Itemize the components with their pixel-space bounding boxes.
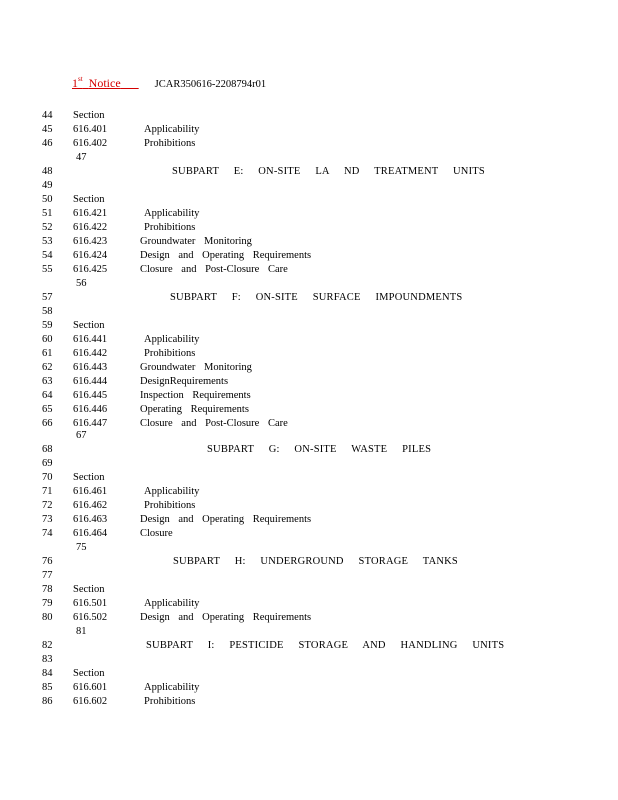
section-number: Section <box>73 194 105 205</box>
document-line <box>0 444 618 458</box>
line-number: 54 <box>42 250 53 261</box>
line-number: 77 <box>42 570 53 581</box>
line-number: 57 <box>42 292 53 303</box>
line-number: 58 <box>42 306 53 317</box>
line-number: 81 <box>76 626 87 637</box>
document-line <box>0 376 618 390</box>
line-number: 82 <box>42 640 53 651</box>
section-number: 616.442 <box>73 348 108 359</box>
line-number: 55 <box>42 264 53 275</box>
line-number: 72 <box>42 500 53 511</box>
section-title: Design and Operating Requirements <box>140 250 312 261</box>
section-number: Section <box>73 110 105 121</box>
document-line <box>0 180 618 194</box>
line-number: 50 <box>42 194 53 205</box>
document-line <box>0 124 618 138</box>
document-line <box>0 138 618 152</box>
line-number: 83 <box>42 654 53 665</box>
line-number: 44 <box>42 110 53 121</box>
document-line <box>0 264 618 278</box>
line-number: 66 <box>42 418 53 429</box>
line-number: 85 <box>42 682 53 693</box>
line-number: 75 <box>76 542 87 553</box>
line-number: 67 <box>76 430 87 441</box>
section-title: Prohibitions <box>144 138 196 149</box>
section-title: Closure and Post-Closure Care <box>140 264 288 275</box>
section-number: 616.501 <box>73 598 108 609</box>
document-line <box>0 682 618 696</box>
section-title: Design and Operating Requirements <box>140 514 312 525</box>
document-line <box>0 222 618 236</box>
section-title: DesignRequirements <box>140 376 229 387</box>
line-number: 76 <box>42 556 53 567</box>
line-number: 52 <box>42 222 53 233</box>
section-number: 616.602 <box>73 696 108 707</box>
subpart-heading: SUBPART I: PESTICIDE STORAGE AND HANDLING UNITS <box>146 640 505 651</box>
line-number: 84 <box>42 668 53 679</box>
line-number: 49 <box>42 180 53 191</box>
section-number: Section <box>73 584 105 595</box>
document-line <box>0 236 618 250</box>
section-number: 616.402 <box>73 138 108 149</box>
section-title: Applicability <box>144 682 200 693</box>
section-number: 616.401 <box>73 124 108 135</box>
section-number: 616.424 <box>73 250 108 261</box>
section-number: 616.502 <box>73 612 108 623</box>
section-title: Applicability <box>144 486 200 497</box>
document-line <box>0 570 618 584</box>
section-title: Design and Operating Requirements <box>140 612 312 623</box>
document-line <box>0 430 618 444</box>
document-line <box>0 278 618 292</box>
document-line <box>0 390 618 404</box>
line-number: 74 <box>42 528 53 539</box>
line-number: 47 <box>76 152 87 163</box>
document-line <box>0 654 618 668</box>
section-title: Groundwater Monitoring <box>140 362 252 373</box>
section-number: 616.464 <box>73 528 108 539</box>
document-line <box>0 152 618 166</box>
document-line <box>0 250 618 264</box>
subpart-heading: SUBPART G: ON-SITE WASTE PILES <box>207 444 432 455</box>
section-number: 616.443 <box>73 362 108 373</box>
section-number: 616.601 <box>73 682 108 693</box>
document-line <box>0 306 618 320</box>
section-title: Closure and Post-Closure Care <box>140 418 288 429</box>
line-number: 69 <box>42 458 53 469</box>
document-code: JCAR350616-2208794r01 <box>154 79 267 90</box>
document-line <box>0 696 618 710</box>
section-number: Section <box>73 668 105 679</box>
section-title: Operating Requirements <box>140 404 249 415</box>
line-number: 48 <box>42 166 53 177</box>
section-title: Prohibitions <box>144 500 196 511</box>
line-number: 63 <box>42 376 53 387</box>
line-number: 59 <box>42 320 53 331</box>
section-title: Applicability <box>144 208 200 219</box>
section-number: 616.425 <box>73 264 108 275</box>
subpart-heading: SUBPART E: ON-SITE LA ND TREATMENT UNITS <box>172 166 485 177</box>
section-number: 616.444 <box>73 376 108 387</box>
document-line <box>0 472 618 486</box>
document-line <box>0 528 618 542</box>
document-line <box>0 348 618 362</box>
document-line <box>0 500 618 514</box>
document-line <box>0 292 618 306</box>
section-number: 616.421 <box>73 208 108 219</box>
notice-label <box>72 76 139 90</box>
line-number: 80 <box>42 612 53 623</box>
line-number: 51 <box>42 208 53 219</box>
line-number: 68 <box>42 444 53 455</box>
section-number: 616.441 <box>73 334 108 345</box>
section-title: Prohibitions <box>144 348 196 359</box>
document-line <box>0 486 618 500</box>
line-number: 64 <box>42 390 53 401</box>
section-number: 616.423 <box>73 236 108 247</box>
document-line <box>0 362 618 376</box>
document-header <box>72 76 266 91</box>
line-number: 53 <box>42 236 53 247</box>
document-line <box>0 320 618 334</box>
subpart-heading: SUBPART F: ON-SITE SURFACE IMPOUNDMENTS <box>170 292 463 303</box>
section-number: 616.422 <box>73 222 108 233</box>
section-number: 616.445 <box>73 390 108 401</box>
document-line <box>0 542 618 556</box>
section-number: Section <box>73 320 105 331</box>
line-number: 61 <box>42 348 53 359</box>
line-number: 62 <box>42 362 53 373</box>
line-number: 78 <box>42 584 53 595</box>
document-line <box>0 404 618 418</box>
document-line <box>0 626 618 640</box>
section-title: Inspection Requirements <box>140 390 251 401</box>
document-line <box>0 556 618 570</box>
section-number: Section <box>73 472 105 483</box>
line-number: 73 <box>42 514 53 525</box>
document-line <box>0 166 618 180</box>
line-number: 45 <box>42 124 53 135</box>
notice-word: Notice <box>88 76 121 90</box>
line-number: 65 <box>42 404 53 415</box>
document-line <box>0 598 618 612</box>
notice-superscript: st <box>78 75 83 83</box>
section-number: 616.461 <box>73 486 108 497</box>
section-title: Applicability <box>144 124 200 135</box>
section-title: Prohibitions <box>144 696 196 707</box>
section-number: 616.463 <box>73 514 108 525</box>
section-number: 616.462 <box>73 500 108 511</box>
document-line <box>0 110 618 124</box>
line-number: 86 <box>42 696 53 707</box>
notice-number: 1 <box>72 76 78 90</box>
line-number: 70 <box>42 472 53 483</box>
line-number: 60 <box>42 334 53 345</box>
section-title: Applicability <box>144 334 200 345</box>
subpart-heading: SUBPART H: UNDERGROUND STORAGE TANKS <box>173 556 458 567</box>
document-line <box>0 668 618 682</box>
section-title: Groundwater Monitoring <box>140 236 252 247</box>
section-number: 616.447 <box>73 418 108 429</box>
document-line <box>0 514 618 528</box>
document-line <box>0 194 618 208</box>
section-title: Prohibitions <box>144 222 196 233</box>
document-line <box>0 208 618 222</box>
section-title: Applicability <box>144 598 200 609</box>
section-title: Closure <box>140 528 173 539</box>
section-number: 616.446 <box>73 404 108 415</box>
line-number: 46 <box>42 138 53 149</box>
document-line <box>0 458 618 472</box>
line-number: 71 <box>42 486 53 497</box>
document-line <box>0 612 618 626</box>
line-number: 79 <box>42 598 53 609</box>
document-line <box>0 584 618 598</box>
line-number: 56 <box>76 278 87 289</box>
document-line <box>0 334 618 348</box>
document-line <box>0 640 618 654</box>
